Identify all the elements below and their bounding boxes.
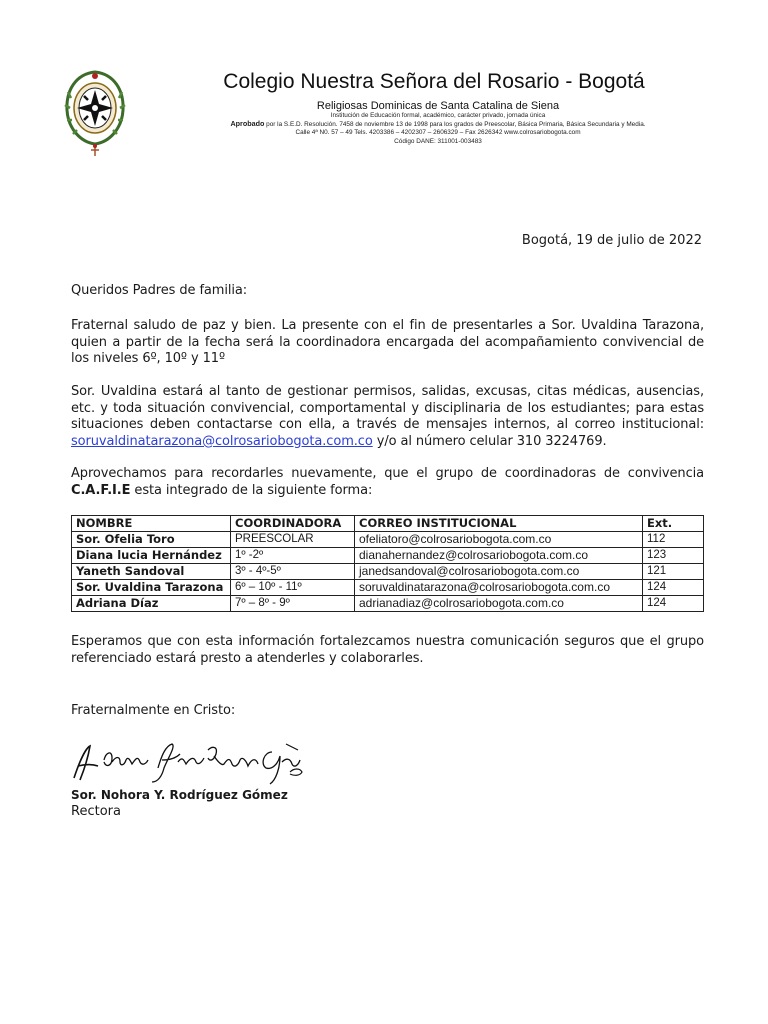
paragraph-introduction: Fraternal saludo de paz y bien. La presente con el fin de presentarles a Sor. Uvaldina Tarazona, quien a partir de la fecha será la coordinadora encargada del acompañamiento convivencial de los niveles 6º, 10º y 11º bbox=[71, 318, 704, 367]
paragraph-group-intro bbox=[71, 466, 704, 499]
coordinator-name: Adriana Díaz bbox=[72, 596, 231, 612]
group-intro-text: Aprovechamos para recordarles nuevamente, que el grupo de coordinadoras de convivencia bbox=[71, 466, 704, 481]
cafie-acronym: C.A.F.I.E bbox=[71, 482, 131, 498]
phone-intro: y/o al número celular bbox=[372, 433, 517, 449]
coordinators-table bbox=[71, 515, 704, 612]
coordinator-email-link[interactable]: soruvaldinatarazona@colrosariobogota.com.co bbox=[71, 433, 373, 449]
sentence-end: . bbox=[602, 433, 607, 449]
coordinator-extension: 123 bbox=[643, 548, 704, 564]
paragraph-responsibilities bbox=[71, 384, 704, 450]
closing-salutation: Fraternalmente en Cristo: bbox=[71, 703, 236, 718]
coordinator-email: ofeliatoro@colrosariobogota.com.co bbox=[355, 532, 643, 548]
school-contact-line: Calle 4ª N0. 57 – 49 Tels. 4203386 – 4202307 – 2606329 – Fax 2626342 www.colrosariobogota.com bbox=[295, 129, 581, 137]
coordinator-name: Diana lucia Hernández bbox=[72, 548, 231, 564]
header-name: NOMBRE bbox=[72, 516, 231, 532]
coordinator-extension: 112 bbox=[643, 532, 704, 548]
coordinator-extension: 121 bbox=[643, 564, 704, 580]
coordinator-levels: 6º – 10º - 11º bbox=[231, 580, 355, 596]
school-subtitle: Religiosas Dominicas de Santa Catalina de Siena bbox=[316, 100, 560, 112]
phone-number: 310 3224769 bbox=[516, 433, 603, 449]
group-intro-end: esta integrado de la siguiente forma: bbox=[130, 482, 373, 498]
table-row bbox=[72, 564, 704, 580]
table-row bbox=[72, 580, 704, 596]
paragraph-closing-remark: Esperamos que con esta información fortalezcamos nuestra comunicación seguros que el grupo referenciado estará presto a atenderles y colaborarles. bbox=[71, 634, 704, 666]
letter-date: Bogotá, 19 de julio de 2022 bbox=[521, 233, 702, 248]
coordinator-levels: 7º – 8º - 9º bbox=[231, 596, 355, 612]
handwritten-signature bbox=[66, 738, 316, 790]
table-row bbox=[72, 532, 704, 548]
table-row bbox=[72, 596, 704, 612]
signer-name: Sor. Nohora Y. Rodríguez Gómez bbox=[71, 788, 288, 802]
letterhead bbox=[60, 64, 720, 164]
coordinator-extension: 124 bbox=[643, 580, 704, 596]
coordinator-levels: 1º -2º bbox=[231, 548, 355, 564]
greeting: Queridos Padres de familia: bbox=[71, 283, 248, 298]
coordinator-name: Yaneth Sandoval bbox=[72, 564, 231, 580]
coordinator-extension: 124 bbox=[643, 596, 704, 612]
school-info-line: Institución de Educación formal, académico, carácter privado, jornada única bbox=[330, 112, 546, 119]
coordinator-email: adrianadiaz@colrosariobogota.com.co bbox=[355, 596, 643, 612]
coordinator-name: Sor. Uvaldina Tarazona bbox=[72, 580, 231, 596]
approved-label: Aprobado bbox=[230, 119, 265, 129]
coordinator-levels: PREESCOLAR bbox=[231, 532, 355, 548]
coordinator-email: soruvaldinatarazona@colrosariobogota.com.co bbox=[355, 580, 643, 596]
coordinator-email: dianahernandez@colrosariobogota.com.co bbox=[355, 548, 643, 564]
school-approval-line bbox=[148, 120, 728, 129]
school-dane-code: Código DANE: 311001-003483 bbox=[394, 137, 482, 145]
coordinator-levels: 3º - 4º-5º bbox=[231, 564, 355, 580]
school-seal-icon bbox=[62, 68, 128, 158]
table-header-row bbox=[72, 516, 704, 532]
signer-role: Rectora bbox=[71, 804, 121, 819]
school-name: Colegio Nuestra Señora del Rosario - Bogotá bbox=[223, 70, 645, 93]
coordinator-email: janedsandoval@colrosariobogota.com.co bbox=[355, 564, 643, 580]
header-extension: Ext. bbox=[643, 516, 704, 532]
header-email: CORREO INSTITUCIONAL bbox=[355, 516, 643, 532]
header-coordinator: COORDINADORA bbox=[231, 516, 355, 532]
coordinator-name: Sor. Ofelia Toro bbox=[72, 532, 231, 548]
responsibilities-text: Sor. Uvaldina estará al tanto de gestionar permisos, salidas, excusas, citas médicas, ausencias, etc. y toda situación convivencial, comportamental y disciplinaria de los estudiantes; para estas situaciones deben contactarse con ella, a través de mensajes internos, al correo institucional: bbox=[71, 384, 704, 433]
table-row bbox=[72, 548, 704, 564]
approval-text: por la S.E.D. Resolución. 7458 de noviembre 13 de 1998 para los grados de Preescolar, Básica Primaria, Básica Secundaria y Media. bbox=[266, 121, 646, 129]
